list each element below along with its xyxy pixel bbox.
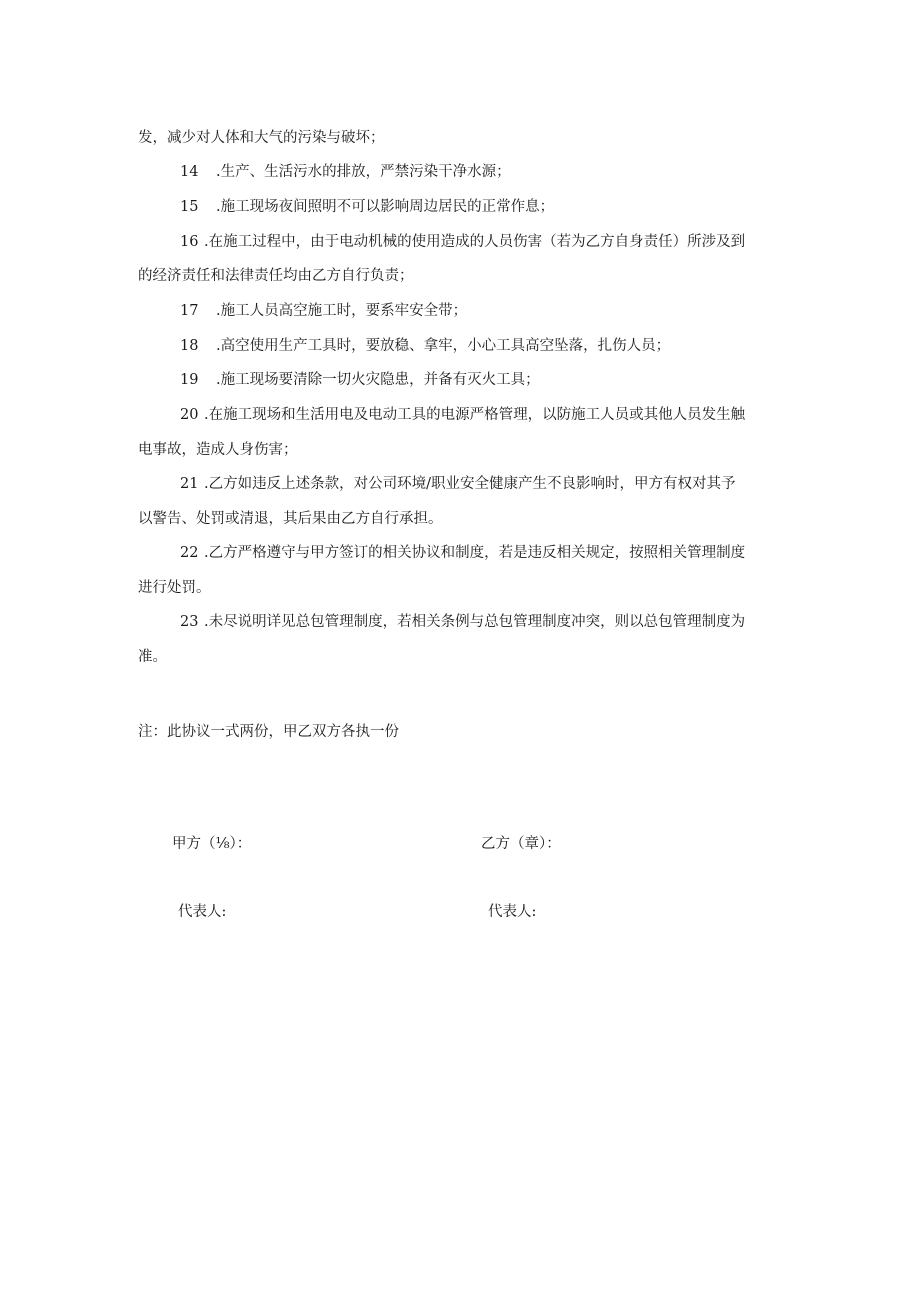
clause-19 bbox=[180, 370, 540, 390]
party-b-representative-label: 代表人: bbox=[488, 904, 537, 920]
clause-22 bbox=[180, 543, 745, 563]
clause-number: 21 bbox=[180, 476, 199, 492]
clause-number: 17 bbox=[180, 303, 199, 319]
clause-number: 23 bbox=[180, 614, 199, 630]
clause-number: 18 bbox=[180, 338, 199, 354]
paragraph-text: 发，减少对人体和大气的污染与破坏； bbox=[138, 130, 385, 146]
clause-text: .施工人员高空施工时，要系牢安全带； bbox=[216, 303, 468, 319]
party-a-representative-label: 代表人: bbox=[178, 904, 227, 920]
clause-number: 20 bbox=[180, 407, 199, 423]
clause-18 bbox=[180, 336, 670, 356]
clause-text: .高空使用生产工具时，要放稳、拿牢，小心工具高空坠落，扎伤人员； bbox=[216, 338, 671, 354]
clause-text: .施工现场要清除一切火灾隐患，并备有灭火工具； bbox=[216, 372, 540, 388]
clause-20-continuation bbox=[138, 440, 298, 460]
clause-text: .未尽说明详见总包管理制度，若相关条例与总包管理制度冲突，则以总包管理制度为 bbox=[204, 614, 746, 630]
clause-number: 15 bbox=[180, 199, 199, 215]
clause-number: 16 bbox=[180, 234, 199, 250]
clause-15 bbox=[180, 197, 554, 217]
clause-text: .生产、生活污水的排放，严禁污染干净水源； bbox=[216, 164, 511, 180]
party-b-label: 乙方（章）： bbox=[481, 836, 561, 852]
agreement-note bbox=[138, 722, 399, 742]
clause-20 bbox=[180, 405, 745, 425]
clause-number: 19 bbox=[180, 372, 199, 388]
clause-text: .乙方严格遵守与甲方签订的相关协议和制度，若是违反相关规定，按照相关管理制度 bbox=[204, 545, 746, 561]
clause-16-continuation bbox=[138, 266, 414, 286]
clause-text: .在施工过程中，由于电动机械的使用造成的人员伤害（若为乙方自身责任）所涉及到 bbox=[204, 234, 746, 250]
clause-text: .乙方如违反上述条款，对公司环境/职业安全健康产生不良影响时，甲方有权对其予 bbox=[204, 476, 736, 492]
party-a-label: 甲方（⅛）： bbox=[172, 836, 252, 852]
clause-text: 准。 bbox=[138, 649, 167, 665]
clause-text: 电事故，造成人身伤害； bbox=[138, 442, 298, 458]
clause-17 bbox=[180, 301, 467, 321]
clause-text: 进行处罚。 bbox=[138, 580, 211, 596]
clause-text: 以警告、处罚或清退，其后果由乙方自行承担。 bbox=[138, 511, 443, 527]
clause-22-continuation bbox=[138, 578, 211, 598]
clause-16 bbox=[180, 232, 745, 252]
paragraph-continuation bbox=[138, 128, 385, 148]
clause-23 bbox=[180, 612, 745, 632]
note-text: 注：此协议一式两份，甲乙双方各执一份 bbox=[138, 724, 399, 740]
clause-21 bbox=[180, 474, 736, 494]
clause-text: .施工现场夜间照明不可以影响周边居民的正常作息； bbox=[216, 199, 555, 215]
clause-number: 22 bbox=[180, 545, 199, 561]
clause-number: 14 bbox=[180, 164, 199, 180]
clause-14 bbox=[180, 162, 511, 182]
clause-21-continuation bbox=[138, 509, 443, 529]
clause-23-continuation bbox=[138, 647, 167, 667]
clause-text: 的经济责任和法律责任均由乙方自行负责； bbox=[138, 268, 414, 284]
clause-text: .在施工现场和生活用电及电动工具的电源严格管理，以防施工人员或其他人员发生触 bbox=[204, 407, 746, 423]
